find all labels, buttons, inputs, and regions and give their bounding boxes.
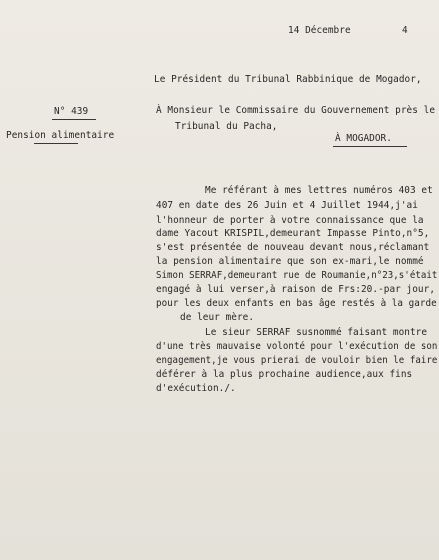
reference-number-underline [52,119,96,120]
page-number: 4 [402,25,408,36]
body-p2-line-1: Le sieur SERRAF susnommé faisant montre [205,327,428,338]
body-p1-line-1: Me référant à mes lettres numéros 403 et [205,185,433,196]
reference-subject: Pension alimentaire [6,130,115,141]
reference-subject-underline [34,143,78,144]
body-p1-line-9: pour les deux enfants en bas âge restés à la garde [156,298,437,309]
body-p1-line-2: 407 en date des 26 Juin et 4 Juillet 1944,j'ai [156,200,418,211]
body-p1-line-6: la pension alimentaire que son ex-mari,le nommé [156,256,424,267]
body-p2-line-2: d'une très mauvaise volonté pour l'exécution de son [156,341,438,352]
body-p1-line-3: l'honneur de porter à votre connaissance que la [156,215,424,226]
recipient-city: À MOGADOR. [335,133,392,144]
letter-date: 14 Décembre [288,25,351,36]
recipient-line-1: À Monsieur le Commissaire du Gouvernement près le [156,105,436,116]
body-p1-line-5: s'est présentée de nouveau devant nous,réclamant [156,242,430,253]
recipient-city-underline [333,146,407,147]
body-p2-line-3: engagement,je vous prierai de vouloir bien le faire [156,355,438,366]
body-p1-line-4: dame Yacout KRISPIL,demeurant Impasse Pinto,n°5, [156,228,430,239]
body-p1-line-10: de leur mère. [180,312,255,323]
body-p2-line-5: d'exécution./. [156,383,236,394]
body-p2-line-4: déférer à la plus prochaine audience,aux fins [156,369,413,380]
reference-number: N° 439 [54,106,89,117]
sender-line: Le Président du Tribunal Rabbinique de Mogador, [154,74,422,85]
recipient-line-2: Tribunal du Pacha, [175,121,278,132]
body-p1-line-7: Simon SERRAF,demeurant rue de Roumanie,n°23,s'était [156,270,438,281]
body-p1-line-8: engagé à lui verser,à raison de Frs:20.-par jour, [156,284,436,295]
